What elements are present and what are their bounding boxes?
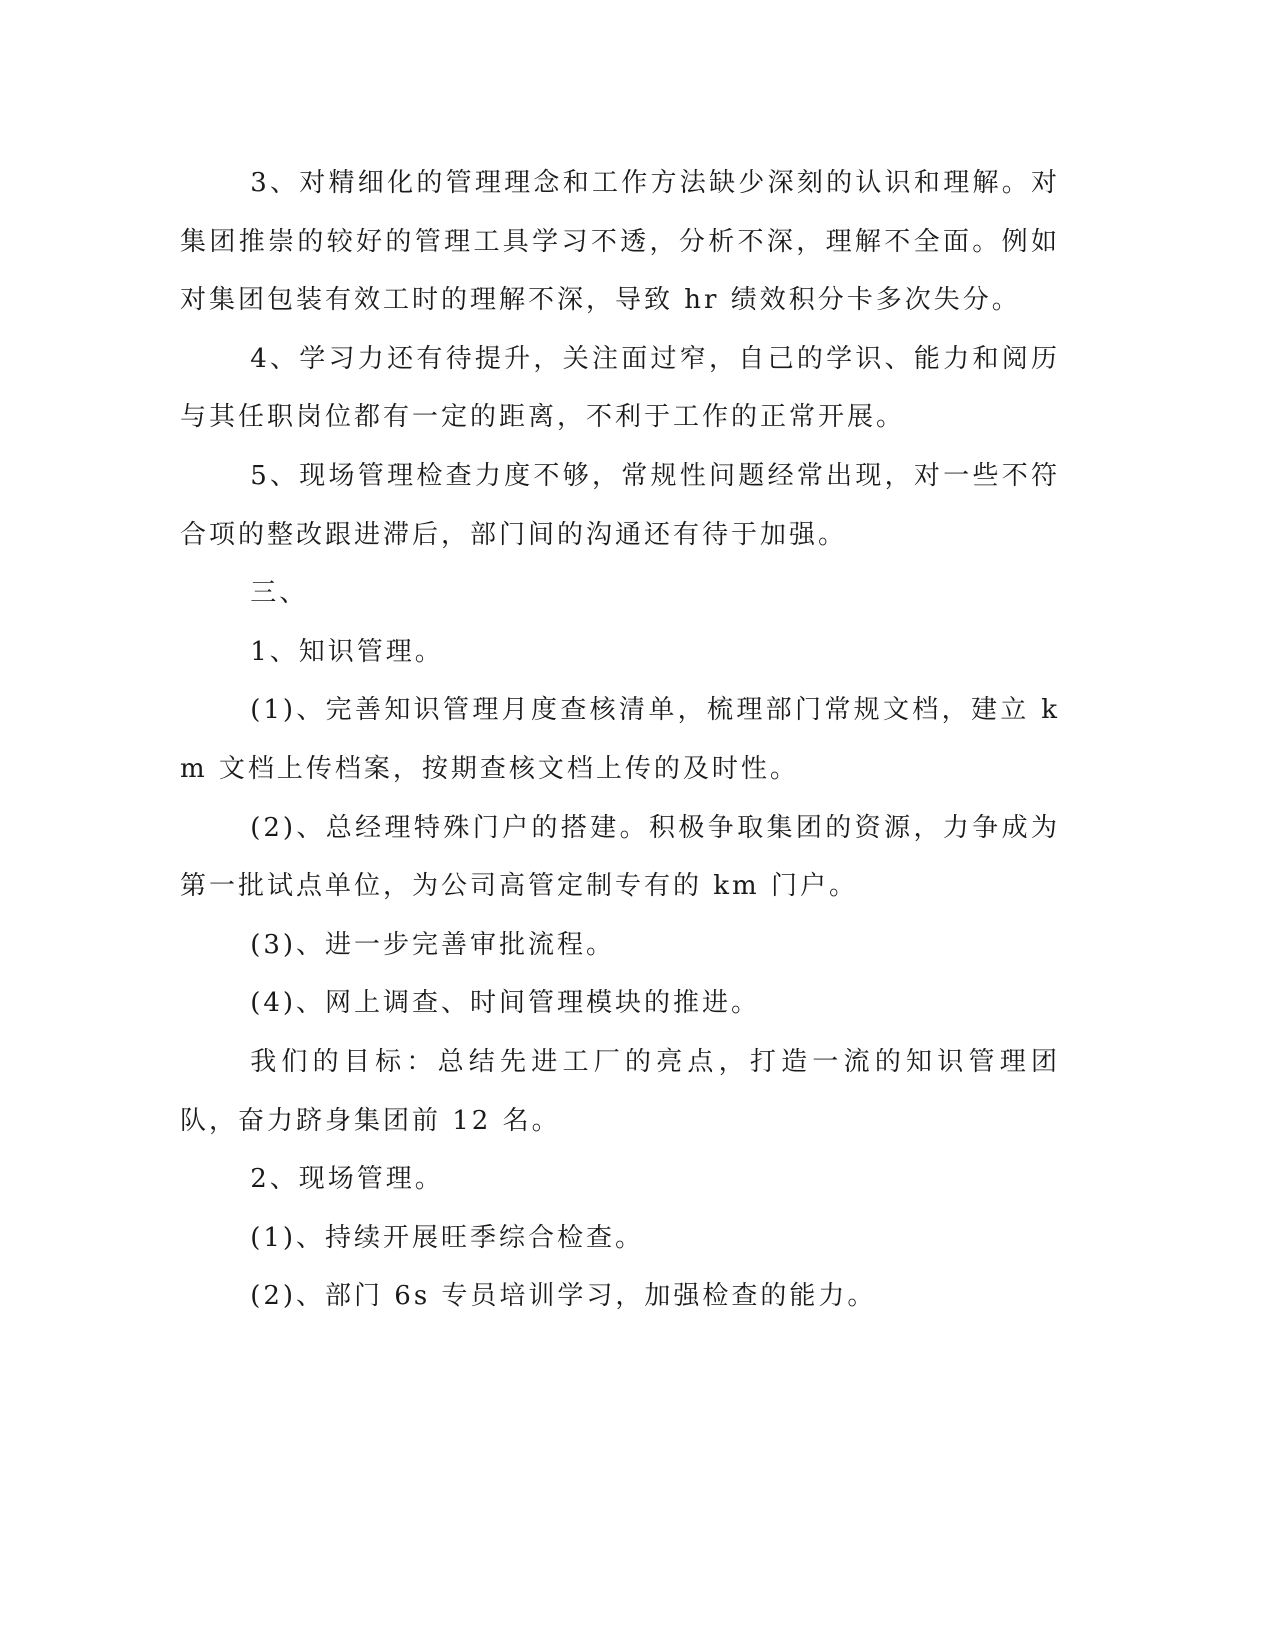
- document-body: [180, 154, 1060, 1326]
- subitem-3-approval-process: (3)、进一步完善审批流程。: [250, 929, 616, 960]
- subitem-1-peak-season-inspection: (1)、持续开展旺季综合检查。: [250, 1222, 645, 1253]
- section-heading-three: 三、: [250, 578, 309, 609]
- paragraph-3-shortcomings-lean-management: 3、对精细化的管理理念和工作方法缺少深刻的认识和理解。对集团推崇的较好的管理工具学习不透，分析不深，理解不全面。例如对集团包装有效工时的理解不深，导致 hr 绩效积分卡多次失分。: [180, 168, 1060, 316]
- item-1-knowledge-management: 1、知识管理。: [250, 636, 444, 667]
- paragraph-5-site-inspection: 5、现场管理检查力度不够，常规性问题经常出现，对一些不符合项的整改跟进滞后，部门间的沟通还有待于加强。: [180, 460, 1060, 550]
- subitem-2-gm-portal: (2)、总经理特殊门户的搭建。积极争取集团的资源，力争成为第一批试点单位，为公司高管定制专有的 km 门户。: [180, 812, 1060, 902]
- subitem-4-survey-time-module: (4)、网上调查、时间管理模块的推进。: [250, 988, 761, 1019]
- paragraph-our-goal: 我们的目标：总结先进工厂的亮点，打造一流的知识管理团队，奋力跻身集团前 12 名。: [180, 1046, 1060, 1136]
- item-2-site-management: 2、现场管理。: [250, 1164, 444, 1195]
- subitem-2-6s-training: (2)、部门 6s 专员培训学习，加强检查的能力。: [250, 1281, 877, 1312]
- paragraph-4-learning-ability: 4、学习力还有待提升，关注面过窄，自己的学识、能力和阅历与其任职岗位都有一定的距离，不利于工作的正常开展。: [180, 343, 1060, 433]
- subitem-1-km-checklist: (1)、完善知识管理月度查核清单，梳理部门常规文档，建立 km 文档上传档案，按期查核文档上传的及时性。: [180, 695, 1060, 784]
